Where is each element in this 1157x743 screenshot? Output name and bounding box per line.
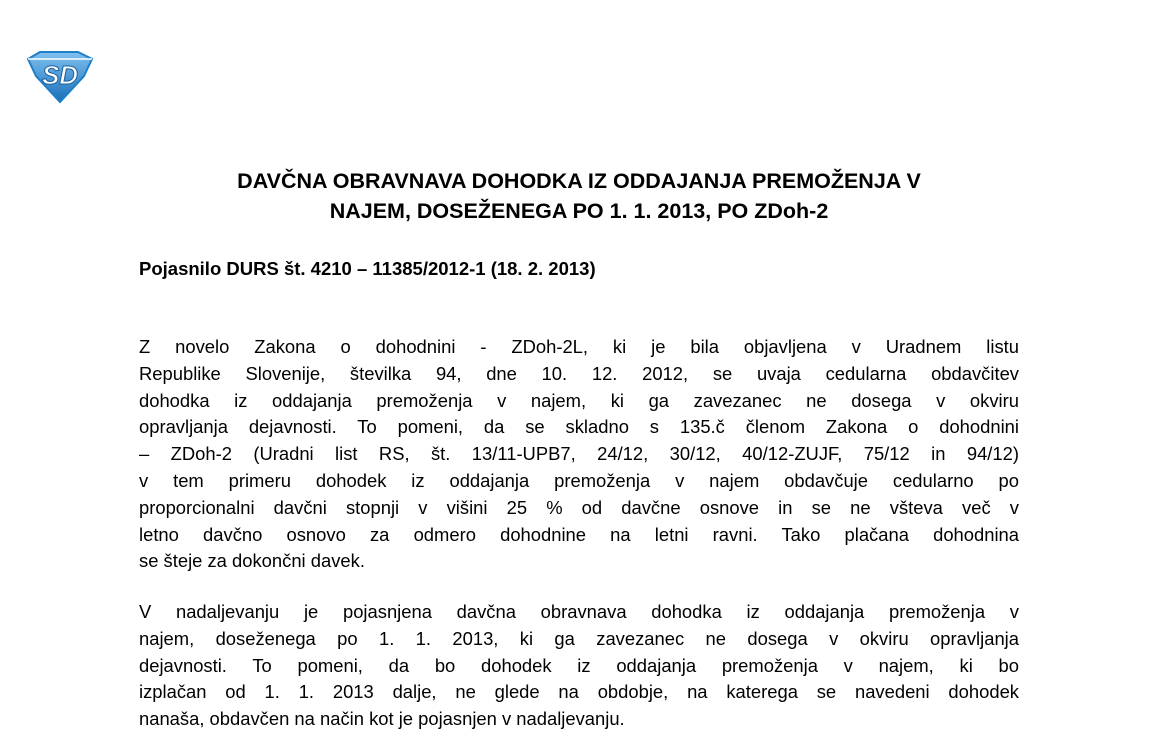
- text-line: – ZDoh-2 (Uradni list RS, št. 13/11-UPB7, 24/12, 30/12, 40/12-ZUJF, 75/12 in 94/12): [139, 443, 1019, 465]
- logo-text: SD: [41, 60, 79, 90]
- paragraph-intro: [139, 334, 1019, 575]
- text-line: Republike Slovenije, številka 94, dne 10. 12. 2012, se uvaja cedularna obdavčitev: [139, 362, 1019, 384]
- logo-graphic: [22, 50, 96, 104]
- text-line: proporcionalni davčni stopnji v višini 25 % od davčne osnove in se ne všteva več v: [139, 496, 1019, 518]
- text-line: Z novelo Zakona o dohodnini - ZDoh-2L, ki je bila objavljena v Uradnem listu: [139, 336, 1019, 357]
- text-line: dohodka iz oddajanja premoženja v najem, ki ga zavezanec ne dosega v okviru: [139, 389, 1019, 411]
- text-line: izplačan od 1. 1. 2013 dalje, ne glede na obdobje, na katerega se navedeni dohodek: [139, 681, 1019, 703]
- text-line: letno davčno osnovo za odmero dohodnine na letni ravni. Tako plačana dohodnina: [139, 523, 1019, 545]
- text-line: najem, doseženega po 1. 1. 2013, ki ga zavezanec ne dosega v okviru opravljanja: [139, 627, 1019, 649]
- title-line: DAVČNA OBRAVNAVA DOHODKA IZ ODDAJANJA PREMOŽENJA V: [237, 169, 921, 193]
- text-line: opravljanja dejavnosti. To pomeni, da se skladno s 135.č členom Zakona o dohodnini: [139, 416, 1019, 438]
- text-line: se šteje za dokončni davek.: [139, 550, 365, 572]
- title-line: NAJEM, DOSEŽENEGA PO 1. 1. 2013, PO ZDoh-2: [329, 199, 829, 223]
- paragraph-continuation: [139, 599, 1019, 733]
- text-line: dejavnosti. To pomeni, da bo dohodek iz oddajanja premoženja v najem, ki bo: [139, 654, 1019, 676]
- document-title: [118, 166, 1040, 226]
- sd-shield-logo-icon: [22, 50, 96, 104]
- document-subtitle: Pojasnilo DURS št. 4210 – 11385/2012-1 (18. 2. 2013): [139, 258, 596, 279]
- text-line: nanaša, obdavčen na način kot je pojasnjen v nadaljevanju.: [139, 708, 625, 730]
- text-line: V nadaljevanju je pojasnjena davčna obravnava dohodka iz oddajanja premoženja v: [139, 601, 1019, 622]
- text-line: v tem primeru dohodek iz oddajanja premoženja v najem obdavčuje cedularno po: [139, 469, 1019, 491]
